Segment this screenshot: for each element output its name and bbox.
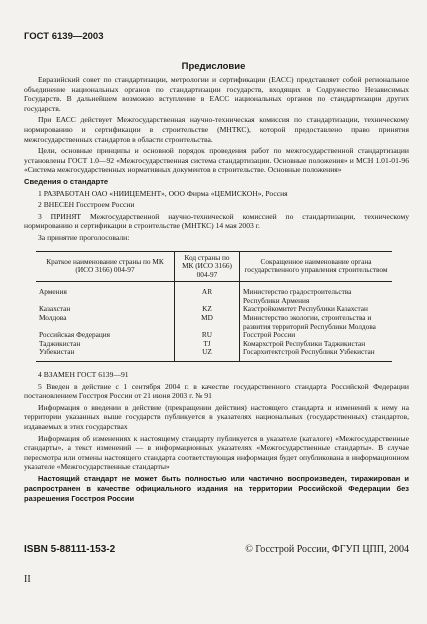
organ-cell: Министерство экологии, строительства и развития территорий Республики Молдова	[243, 313, 376, 331]
country-cell: Российская Федерация	[39, 330, 110, 340]
copyright: © Госстрой России, ФГУП ЦПП, 2004	[245, 544, 409, 555]
country-cell: Таджикистан	[39, 338, 81, 348]
document-body	[24, 75, 409, 505]
organ-cell: Госстрой России	[243, 330, 296, 340]
organ-cell: Комархстрой Республики Таджикистан	[243, 338, 366, 348]
code-cell: TJ	[175, 340, 240, 349]
country-cell: Армения	[39, 287, 67, 297]
organ-cell: Госархитектстрой Республики Узбекистан	[240, 348, 393, 361]
copyright-notice: Настоящий стандарт не может быть полностью или частично воспроизведен, тиражирован и распространен в качестве официального издания на территории Российской Федерации без разрешения Госстроя России	[24, 473, 409, 503]
code-cell: RU	[175, 331, 240, 340]
page-title: Предисловие	[181, 61, 246, 72]
table-row	[36, 282, 392, 306]
code-cell: UZ	[175, 348, 240, 361]
page-number: II	[24, 574, 31, 585]
table-header-row	[36, 251, 392, 282]
info-heading: Сведения о стандарте	[24, 176, 109, 186]
country-cell: Узбекистан	[36, 348, 175, 361]
col-header-organ: Сокращенное наименование органа государственного управления строительством	[240, 251, 393, 282]
footer	[24, 544, 409, 555]
table-row	[36, 348, 392, 361]
item-developed: 1 РАЗРАБОТАН ОАО «НИИЦЕМЕНТ», ООО Фирма «ЦЕМИСКОН», Россия	[38, 188, 288, 198]
item-effective: 5 Введен в действие с 1 сентября 2004 г. в качестве государственного стандарта Российской Федерации постановлением Госстроя России от 21 июня 2003 г. № 91	[24, 381, 409, 401]
preface-paragraph-2: При ЕАСС действует Межгосударственная научно-техническая комиссия по стандартизации, техническому нормированию и сертификации в строительстве (МНТКС), которой предоставлено право принятия межгосударственных стандартов в области строительства.	[24, 115, 409, 144]
item-replaces: 4 ВЗАМЕН ГОСТ 6139—91	[38, 370, 129, 380]
preface-paragraph-1: Евразийский совет по стандартизации, метрологии и сертификации (ЕАСС) представляет собой региональное объединение национальных органов по стандартизации государств, входящих в Содружество Независимых Государств. В дальнейшем возможно вступление в ЕАСС национальных органов по стандартизации других государств.	[24, 75, 409, 113]
item-adopted: 3 ПРИНЯТ Межгосударственной научно-технической комиссией по стандартизации, техническому нормированию и сертификации в строительстве (МНТКС) 14 мая 2003 г.	[24, 211, 409, 231]
info-paragraph-1: Информация о введении в действие (прекращении действия) настоящего стандарта и изменений к нему на территории указанных выше государств публикуется в указателях национальных (государственных) стандартов, издаваемых в этих государствах	[24, 402, 409, 431]
country-cell: Молдова	[39, 313, 67, 323]
standard-code-header: ГОСТ 6139—2003	[24, 31, 104, 42]
isbn: ISBN 5-88111-153-2	[24, 544, 116, 555]
countries-table	[36, 251, 392, 363]
preface-paragraph-3: Цели, основные принципы и основной порядок проведения работ по межгосударственной стандартизации установлены ГОСТ 1.0—92 «Межгосударственная система стандартизации. Основные положения» и МСН 1.01-01-96 «Система межгосударственных нормативных документов в строительстве. Основные положения»	[24, 146, 409, 175]
country-cell: Казахстан	[39, 304, 71, 314]
voted-label: За принятие проголосовали:	[38, 232, 130, 242]
code-cell: AR	[175, 282, 240, 306]
table-row	[36, 314, 392, 331]
organ-cell: Министерство градостроительства Республики Армения	[243, 287, 352, 305]
col-header-code: Код страны по МК (ИСО 3166) 004-97	[175, 251, 240, 282]
info-paragraph-2: Информация об изменениях к настоящему стандарту публикуется в указателе (каталоге) «Межгосударственные стандарты», а текст изменений — в информационных указателях «Межгосударственные стандарты». В случае пересмотра или отмены настоящего стандарта соответствующая информация будет опубликована в информационном указателе «Межгосударственные стандарты»	[24, 433, 409, 472]
col-header-country: Краткое наименование страны по МК (ИСО 3166) 004-97	[36, 251, 175, 282]
code-cell: MD	[175, 314, 240, 331]
code-cell: KZ	[175, 305, 240, 314]
organ-cell: Казстройкомитет Республики Казахстан	[243, 304, 368, 314]
item-introduced: 2 ВНЕСЕН Госстроем России	[38, 200, 135, 210]
